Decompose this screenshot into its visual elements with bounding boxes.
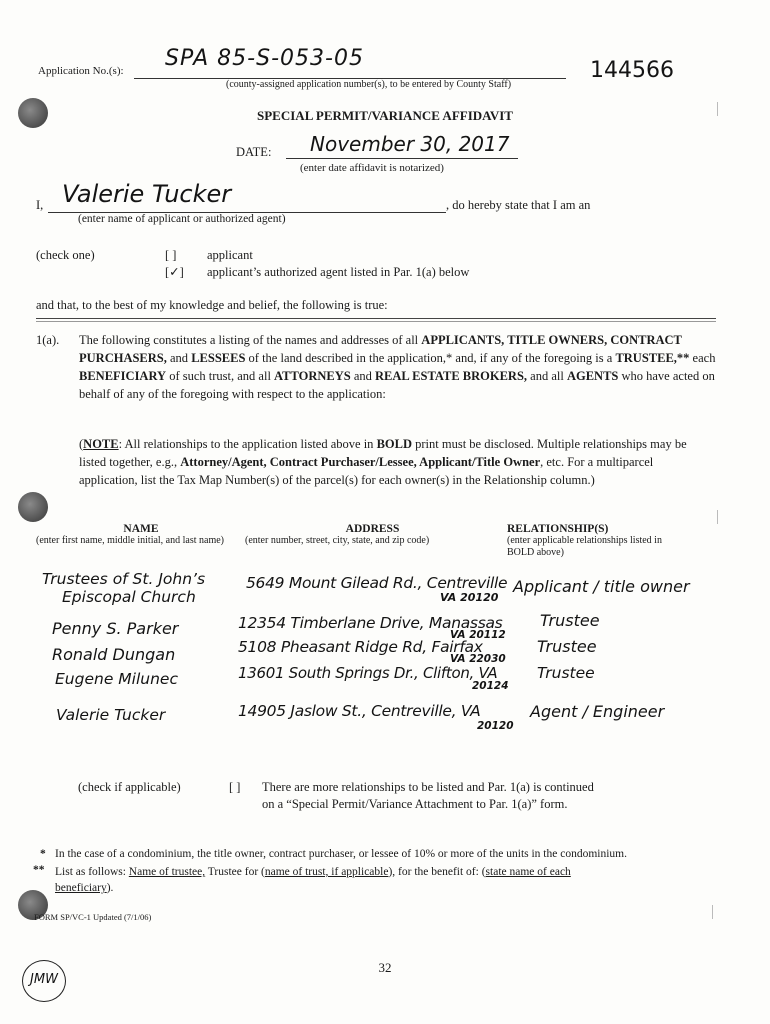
form-identifier: FORM SP/VC-1 Updated (7/1/06) — [34, 912, 152, 922]
footnote-1-mark: * — [40, 848, 46, 860]
note-text: (NOTE: All relationships to the application listed above in BOLD print must be disclosed. Multiple relationships may be listed together, e.g., Attorney/Agent, Contract Purchaser/Lessee, Applicant/Title Owner, etc. For a multiparcel application, list the Tax Map Number(s) of the parcel(s) for each owner(s) in the Relationship column.) — [79, 437, 687, 487]
punch-hole-middle — [18, 492, 48, 522]
page-number: 32 — [378, 960, 392, 975]
continuation-text-line1: There are more relationships to be listed and Par. 1(a) is continued — [262, 780, 594, 794]
table-row-1-address: 5649 Mount Gilead Rd., Centreville — [246, 574, 508, 592]
table-row-2-name: Penny S. Parker — [52, 619, 179, 638]
belief-statement: and that, to the best of my knowledge and belief, the following is true: — [36, 298, 388, 312]
scan-mark — [712, 905, 713, 919]
checkbox-authorized-agent[interactable]: [✓] — [165, 265, 184, 279]
continuation-check-label: (check if applicable) — [78, 780, 181, 794]
footnote-2-mark: ** — [33, 864, 45, 876]
table-row-3-name: Ronald Dungan — [52, 645, 176, 664]
date-caption: (enter date affidavit is notarized) — [300, 162, 444, 174]
option-authorized-agent-label: applicant’s authorized agent listed in Par. 1(a) below — [207, 265, 470, 279]
declarant-name: Valerie Tucker — [62, 180, 232, 208]
date-value: November 30, 2017 — [310, 132, 510, 156]
divider-line — [36, 318, 716, 319]
table-row-1-relationship: Applicant / title owner — [513, 577, 690, 596]
scan-mark — [717, 510, 718, 524]
column-header-address: ADDRESS (enter number, street, city, state, and zip code) — [245, 523, 430, 546]
initials-circle — [22, 960, 66, 1002]
table-row-4-zip: 20124 — [472, 680, 509, 692]
table-row-3-zip: VA 22030 — [450, 653, 506, 665]
application-number-value: SPA 85-S-053-05 — [165, 46, 364, 71]
application-number-label: Application No.(s): — [38, 65, 124, 77]
table-row-1-name-line2: Episcopal Church — [62, 588, 196, 606]
table-row-3-relationship: Trustee — [537, 637, 597, 656]
table-row-5-zip: 20120 — [477, 720, 514, 732]
table-row-1-zip: VA 20120 — [440, 591, 499, 604]
paragraph-1a-text: The following constitutes a listing of the names and addresses of all APPLICANTS, TITLE OWNERS, CONTRACT PURCHASERS, and LESSEES of the land described in the application,* and, if any of the foregoing is a TRUSTEE,** each BENEFICIARY of such trust, and all ATTORNEYS and REAL ESTATE BROKERS, and all AGENTS who have acted on behalf of any of the foregoing with respect to the application: — [79, 333, 716, 401]
table-row-2-relationship: Trustee — [540, 611, 600, 630]
declarant-caption: (enter name of applicant or authorized agent) — [78, 213, 286, 225]
table-row-4-address: 13601 South Springs Dr., Clifton, VA — [238, 664, 498, 682]
continuation-checkbox[interactable]: [ ] — [229, 780, 241, 794]
table-row-5-name: Valerie Tucker — [56, 706, 166, 724]
application-number-caption: (county-assigned application number(s), to be entered by County Staff) — [226, 79, 512, 90]
continuation-text-line2: on a “Special Permit/Variance Attachment to Par. 1(a)” form. — [262, 797, 568, 811]
divider-line — [36, 321, 716, 322]
checkbox-applicant[interactable]: [ ] — [165, 248, 177, 262]
option-applicant-label: applicant — [207, 248, 253, 262]
table-row-4-relationship: Trustee — [537, 664, 595, 682]
paragraph-number: 1(a). — [36, 333, 60, 347]
column-header-relationship: RELATIONSHIP(S) (enter applicable relationships listed in BOLD above) — [507, 523, 662, 558]
check-one-label: (check one) — [36, 248, 95, 262]
date-label: DATE: — [236, 145, 272, 159]
table-row-2-zip: VA 20112 — [450, 629, 506, 641]
initials: JMW — [30, 972, 58, 987]
declarant-suffix: , do hereby state that I am an — [446, 198, 591, 212]
footnote-2-text: List as follows: Name of trustee, Trustee for (name of trust, if applicable), for the benefit of: (state name of each beneficiary). — [55, 866, 571, 894]
table-row-5-address: 14905 Jaslow St., Centreville, VA — [238, 702, 481, 720]
table-row-1-name-line1: Trustees of St. John’s — [42, 570, 206, 588]
column-header-name: NAME (enter first name, middle initial, and last name) — [36, 523, 224, 546]
handwritten-file-number: 144566 — [590, 58, 674, 83]
table-row-3-address: 5108 Pheasant Ridge Rd, Fairfax — [238, 638, 483, 656]
table-row-4-name: Eugene Milunec — [55, 670, 178, 688]
footnote-1-text: In the case of a condominium, the title owner, contract purchaser, or lessee of 10% or more of the units in the condominium. — [55, 848, 627, 860]
declarant-prefix: I, — [36, 198, 44, 212]
table-row-5-relationship: Agent / Engineer — [530, 702, 665, 721]
page-title: SPECIAL PERMIT/VARIANCE AFFIDAVIT — [257, 108, 513, 123]
table-row-2-address: 12354 Timberlane Drive, Manassas — [238, 614, 503, 632]
